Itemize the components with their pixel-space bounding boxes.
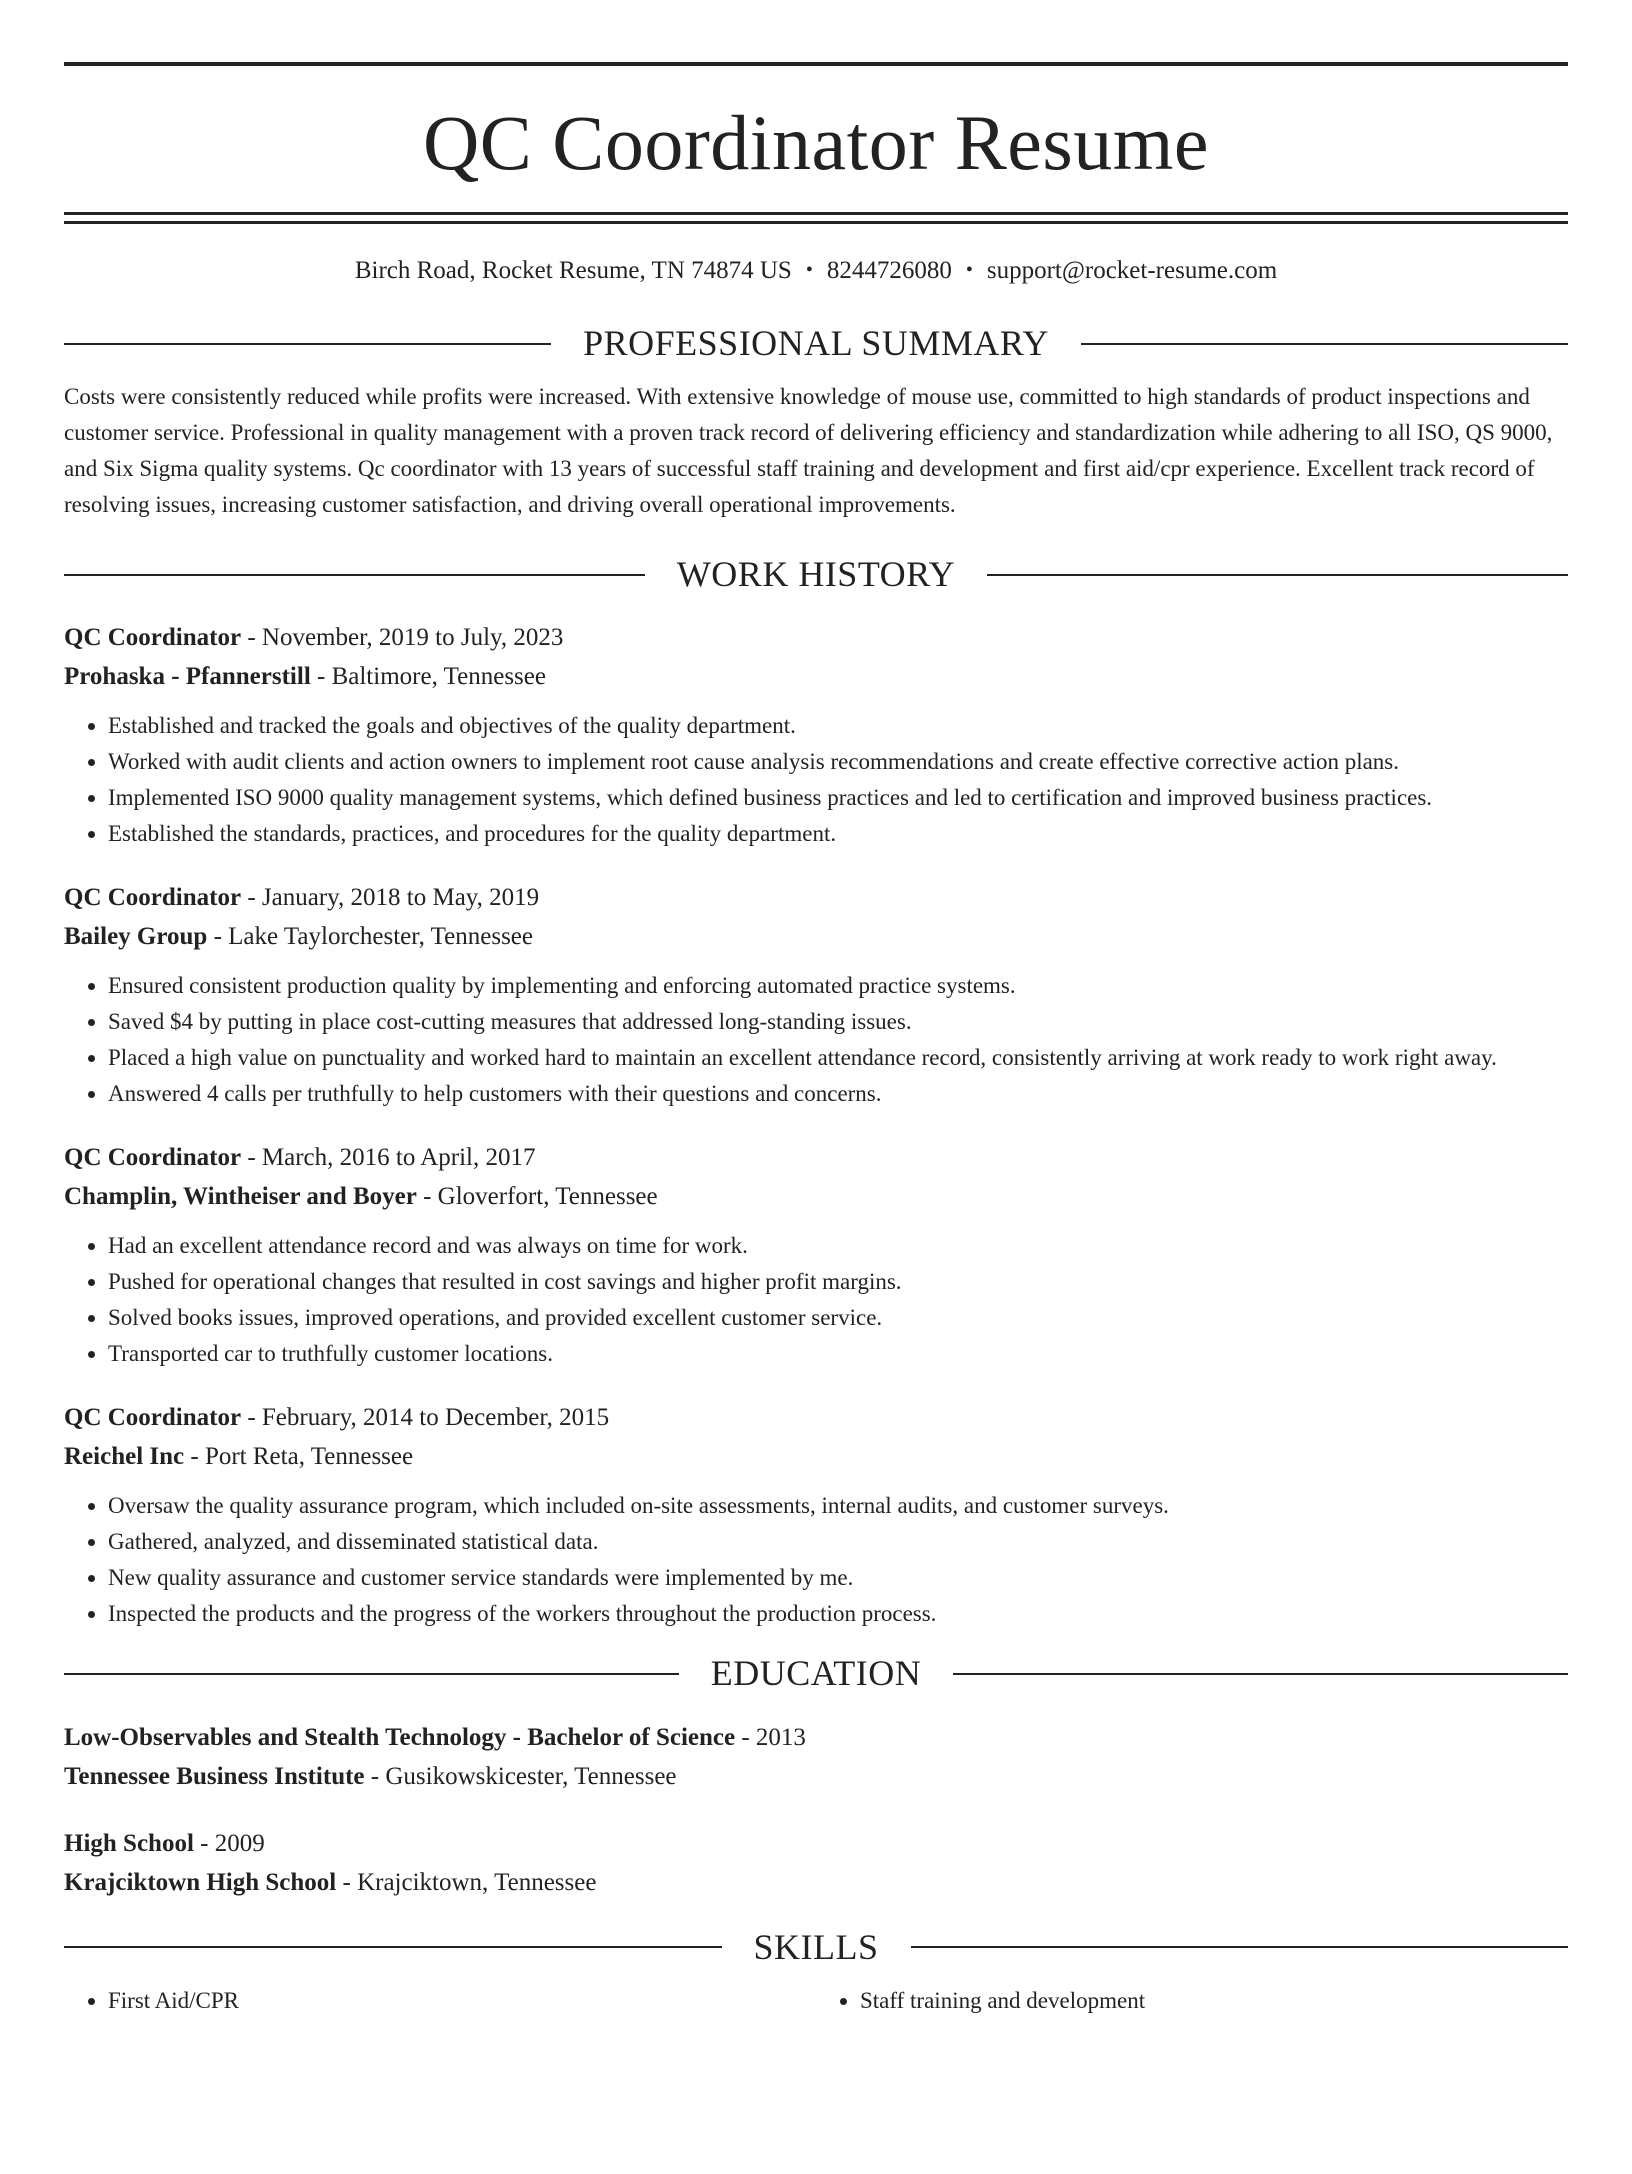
- job-company-line: [64, 917, 1568, 956]
- job-dates: - March, 2016 to April, 2017: [241, 1144, 536, 1172]
- job-dates: - January, 2018 to May, 2019: [241, 884, 540, 912]
- job-company: Prohaska - Pfannerstill: [64, 663, 311, 691]
- list-item: • Worked with audit clients and action owners to implement root cause analysis recommendations and create effective corrective action plans.: [108, 744, 1568, 780]
- heading-rule: [1081, 343, 1568, 345]
- list-item: • Transported car to truthfully customer locations.: [108, 1336, 1568, 1372]
- list-item: • Saved $4 by putting in place cost-cutting measures that addressed long-standing issues.: [108, 1004, 1568, 1040]
- job-bullets: [64, 968, 1568, 1112]
- job-title-line: [64, 1398, 1568, 1437]
- education-entry: [64, 1718, 1568, 1796]
- section-heading-education: [64, 1652, 1568, 1695]
- education-degree-line: [64, 1718, 1568, 1757]
- education-school: Tennessee Business Institute: [64, 1762, 365, 1790]
- resume-page: [0, 62, 1632, 2174]
- section-heading-summary: [64, 322, 1568, 365]
- list-item: • Placed a high value on punctuality and worked hard to maintain an excellent attendance record, consistently arriving at work ready to work right away.: [108, 1040, 1568, 1076]
- skills-column-left: [64, 1983, 816, 2019]
- skills-list: [64, 1983, 1568, 2019]
- job-location: - Lake Taylorchester, Tennessee: [207, 923, 533, 951]
- education-location: - Krajciktown, Tennessee: [336, 1868, 597, 1896]
- section-title: EDUCATION: [710, 1653, 922, 1694]
- section-title: PROFESSIONAL SUMMARY: [583, 323, 1049, 363]
- heading-rule: [953, 1673, 1568, 1675]
- contact-separator: •: [965, 259, 973, 281]
- heading-rule: [911, 1946, 1569, 1948]
- education-school-line: [64, 1863, 1568, 1902]
- job-title: QC Coordinator: [64, 884, 242, 912]
- contact-address: Birch Road, Rocket Resume, TN 74874 US: [354, 257, 792, 284]
- section-heading-work: [64, 553, 1568, 596]
- job-bullets: [64, 708, 1568, 852]
- job-title-line: [64, 618, 1568, 657]
- skills-column-right: [816, 1983, 1568, 2019]
- list-item: • Ensured consistent production quality by implementing and enforcing automated practice systems.: [108, 968, 1568, 1004]
- education-year: - 2009: [193, 1829, 265, 1857]
- job-title-line: [64, 878, 1568, 917]
- list-item: • Inspected the products and the progress of the workers throughout the production process.: [108, 1596, 1568, 1632]
- job-dates: - February, 2014 to December, 2015: [241, 1404, 610, 1432]
- job-entry: [64, 618, 1568, 852]
- job-title: QC Coordinator: [64, 624, 242, 652]
- heading-rule: [987, 574, 1568, 576]
- list-item: • Implemented ISO 9000 quality management systems, which defined business practices and led to certification and improved business practices.: [108, 780, 1568, 816]
- education-entry: [64, 1824, 1568, 1902]
- job-company: Champlin, Wintheiser and Boyer: [64, 1183, 417, 1211]
- contact-email: support@rocket-resume.com: [986, 257, 1278, 284]
- job-entry: [64, 1398, 1568, 1632]
- job-dates: - November, 2019 to July, 2023: [241, 624, 564, 652]
- heading-rule: [64, 343, 551, 345]
- list-item: • Established the standards, practices, and procedures for the quality department.: [108, 816, 1568, 852]
- job-entry: [64, 878, 1568, 1112]
- job-entry: [64, 1138, 1568, 1372]
- job-bullets: [64, 1228, 1568, 1372]
- job-title-line: [64, 1138, 1568, 1177]
- job-company: Bailey Group: [64, 923, 208, 951]
- education-degree: Low-Observables and Stealth Technology - Bachelor of Science: [64, 1723, 736, 1751]
- list-item: • New quality assurance and customer service standards were implemented by me.: [108, 1560, 1568, 1596]
- list-item: • Answered 4 calls per truthfully to help customers with their questions and concerns.: [108, 1076, 1568, 1112]
- contact-separator: •: [805, 259, 813, 281]
- list-item: • Had an excellent attendance record and was always on time for work.: [108, 1228, 1568, 1264]
- job-company-line: [64, 657, 1568, 696]
- summary-text: Costs were consistently reduced while profits were increased. With extensive knowledge of mouse use, committed to high standards of product inspections and customer service. Professional in quality management with a proven track record of delivering efficiency and standardization while adhering to all ISO, QS 9000, and Six Sigma quality systems. Qc coordinator with 13 years of successful staff training and development and first aid/cpr experience. Excellent track record of resolving issues, increasing customer satisfaction, and driving overall operational improvements.: [64, 384, 1553, 518]
- contact-phone: 8244726080: [826, 257, 952, 284]
- education-school-line: [64, 1757, 1568, 1796]
- job-bullets: [64, 1488, 1568, 1632]
- list-item: • Established and tracked the goals and objectives of the quality department.: [108, 708, 1568, 744]
- job-title: QC Coordinator: [64, 1404, 242, 1432]
- heading-rule: [64, 1673, 679, 1675]
- education-location: - Gusikowskicester, Tennessee: [364, 1762, 677, 1790]
- education-degree: High School: [64, 1829, 194, 1857]
- top-rule: [64, 62, 1568, 66]
- heading-rule: [64, 574, 645, 576]
- section-heading-skills: [64, 1926, 1568, 1969]
- job-location: - Baltimore, Tennessee: [310, 663, 546, 691]
- job-location: - Gloverfort, Tennessee: [416, 1183, 658, 1211]
- education-year: - 2013: [735, 1723, 806, 1751]
- education-degree-line: [64, 1824, 1568, 1863]
- job-company: Reichel Inc: [64, 1443, 185, 1471]
- job-location: - Port Reta, Tennessee: [184, 1443, 414, 1471]
- page-title: QC Coordinator Resume: [422, 99, 1210, 186]
- section-title: SKILLS: [753, 1926, 879, 1967]
- title-double-rule: [64, 212, 1568, 224]
- heading-rule: [64, 1946, 722, 1948]
- list-item: • Pushed for operational changes that resulted in cost savings and higher profit margins.: [108, 1264, 1568, 1300]
- skill-item: • Staff training and development: [860, 1983, 1568, 2019]
- contact-line: [64, 256, 1568, 286]
- list-item: • Solved books issues, improved operations, and provided excellent customer service.: [108, 1300, 1568, 1336]
- job-company-line: [64, 1177, 1568, 1216]
- list-item: • Oversaw the quality assurance program, which included on-site assessments, internal audits, and customer surveys.: [108, 1488, 1568, 1524]
- education-school: Krajciktown High School: [64, 1868, 337, 1896]
- skill-item: • First Aid/CPR: [108, 1983, 816, 2019]
- section-title: WORK HISTORY: [676, 554, 956, 595]
- job-company-line: [64, 1437, 1568, 1476]
- job-title: QC Coordinator: [64, 1144, 242, 1172]
- list-item: • Gathered, analyzed, and disseminated statistical data.: [108, 1524, 1568, 1560]
